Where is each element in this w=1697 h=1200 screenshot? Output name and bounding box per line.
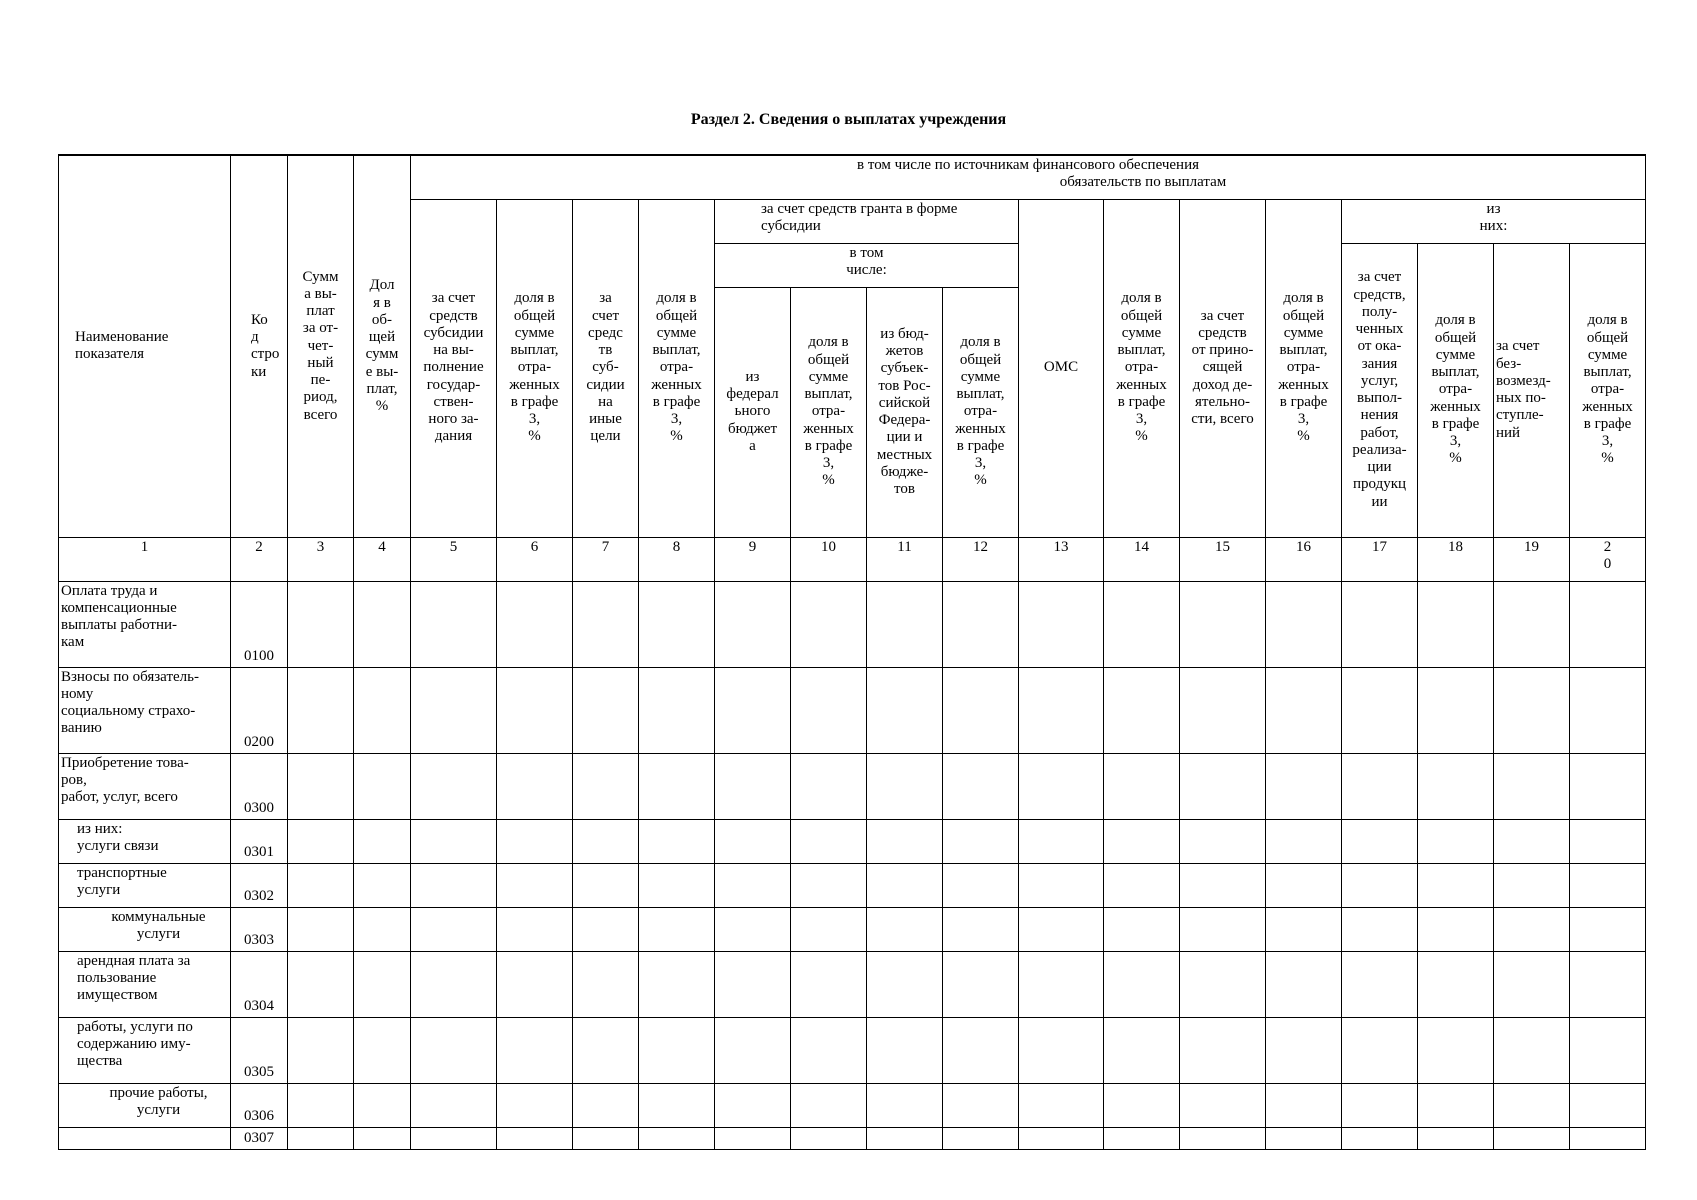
value-cell[interactable] bbox=[1494, 581, 1570, 667]
value-cell[interactable] bbox=[573, 951, 639, 1017]
value-cell[interactable] bbox=[639, 581, 715, 667]
row-code: 0307 bbox=[231, 1127, 288, 1149]
header-c10: доля в общей сумме выплат, отра- женных в графе 3, % bbox=[791, 287, 867, 537]
value-cell[interactable] bbox=[1180, 1127, 1266, 1149]
column-number: 2 0 bbox=[1570, 537, 1646, 581]
value-cell[interactable] bbox=[867, 667, 943, 753]
value-cell[interactable] bbox=[573, 1017, 639, 1083]
row-code: 0303 bbox=[231, 907, 288, 951]
value-cell[interactable] bbox=[1266, 907, 1342, 951]
value-cell[interactable] bbox=[354, 907, 411, 951]
header-row-code: Ко д стро ки bbox=[231, 155, 288, 537]
value-cell[interactable] bbox=[715, 753, 791, 819]
value-cell[interactable] bbox=[1494, 819, 1570, 863]
value-cell[interactable] bbox=[1019, 667, 1104, 753]
value-cell[interactable] bbox=[1180, 1083, 1266, 1127]
funding-sources-line1: в том числе по источникам финансового обеспечения bbox=[857, 157, 1200, 173]
table-row bbox=[59, 1017, 1646, 1083]
table-row bbox=[59, 1127, 1646, 1149]
grant-line2: субсидии bbox=[761, 217, 821, 234]
value-cell[interactable] bbox=[1494, 753, 1570, 819]
value-cell[interactable] bbox=[1418, 951, 1494, 1017]
header-including bbox=[715, 243, 1019, 287]
value-cell[interactable] bbox=[715, 1017, 791, 1083]
value-cell[interactable] bbox=[1494, 951, 1570, 1017]
value-cell[interactable] bbox=[354, 1083, 411, 1127]
value-cell[interactable] bbox=[1342, 1127, 1418, 1149]
column-number: 14 bbox=[1104, 537, 1180, 581]
value-cell[interactable] bbox=[1342, 1017, 1418, 1083]
column-number: 15 bbox=[1180, 537, 1266, 581]
header-c19: за счет без- возмезд- ных по- ступле- ний bbox=[1494, 243, 1570, 537]
row-indicator-name: из них: услуги связи bbox=[59, 819, 231, 863]
value-cell[interactable] bbox=[1104, 1127, 1180, 1149]
table-row bbox=[59, 863, 1646, 907]
data-rows bbox=[59, 581, 1646, 1149]
value-cell[interactable] bbox=[497, 1017, 573, 1083]
value-cell[interactable] bbox=[1104, 863, 1180, 907]
column-number: 17 bbox=[1342, 537, 1418, 581]
value-cell[interactable] bbox=[867, 819, 943, 863]
value-cell[interactable] bbox=[1570, 863, 1646, 907]
value-cell[interactable] bbox=[288, 1017, 354, 1083]
value-cell[interactable] bbox=[1266, 1127, 1342, 1149]
value-cell[interactable] bbox=[573, 1127, 639, 1149]
row-code: 0306 bbox=[231, 1083, 288, 1127]
value-cell[interactable] bbox=[791, 863, 867, 907]
value-cell[interactable] bbox=[943, 1083, 1019, 1127]
value-cell[interactable] bbox=[1019, 951, 1104, 1017]
value-cell[interactable] bbox=[1104, 907, 1180, 951]
header-c14: доля в общей сумме выплат, отра- женных в графе 3, % bbox=[1104, 199, 1180, 537]
value-cell[interactable] bbox=[791, 753, 867, 819]
value-cell[interactable] bbox=[943, 581, 1019, 667]
column-number: 6 bbox=[497, 537, 573, 581]
table-row bbox=[59, 667, 1646, 753]
column-number: 4 bbox=[354, 537, 411, 581]
value-cell[interactable] bbox=[715, 907, 791, 951]
header-c11: из бюд- жетов субъек- тов Рос- сийской Федера- ции и местных бюдже- тов bbox=[867, 287, 943, 537]
value-cell[interactable] bbox=[943, 819, 1019, 863]
value-cell[interactable] bbox=[354, 951, 411, 1017]
value-cell[interactable] bbox=[411, 907, 497, 951]
column-number: 11 bbox=[867, 537, 943, 581]
value-cell[interactable] bbox=[288, 863, 354, 907]
row-indicator-name: Приобретение това- ров, работ, услуг, всего bbox=[59, 753, 231, 819]
value-cell[interactable] bbox=[1418, 907, 1494, 951]
value-cell[interactable] bbox=[867, 581, 943, 667]
value-cell[interactable] bbox=[497, 907, 573, 951]
value-cell[interactable] bbox=[715, 581, 791, 667]
value-cell[interactable] bbox=[715, 1127, 791, 1149]
value-cell[interactable] bbox=[288, 1127, 354, 1149]
value-cell[interactable] bbox=[867, 1017, 943, 1083]
value-cell[interactable] bbox=[1418, 581, 1494, 667]
value-cell[interactable] bbox=[1266, 819, 1342, 863]
value-cell[interactable] bbox=[791, 1127, 867, 1149]
including-line1: в том bbox=[849, 244, 884, 261]
value-cell[interactable] bbox=[411, 581, 497, 667]
table-row bbox=[59, 581, 1646, 667]
value-cell[interactable] bbox=[791, 819, 867, 863]
header-c7: за счет средс тв суб- сидии на иные цели bbox=[573, 199, 639, 537]
value-cell[interactable] bbox=[867, 753, 943, 819]
value-cell[interactable] bbox=[573, 819, 639, 863]
column-numbers-row bbox=[59, 537, 1646, 581]
funding-sources-line2: обязательств по выплатам bbox=[1059, 174, 1227, 191]
value-cell[interactable] bbox=[1104, 753, 1180, 819]
header-c13: ОМС bbox=[1019, 199, 1104, 537]
value-cell[interactable] bbox=[1342, 667, 1418, 753]
value-cell[interactable] bbox=[639, 863, 715, 907]
value-cell[interactable] bbox=[1266, 667, 1342, 753]
value-cell[interactable] bbox=[1104, 819, 1180, 863]
value-cell[interactable] bbox=[497, 753, 573, 819]
value-cell[interactable] bbox=[354, 863, 411, 907]
value-cell[interactable] bbox=[1019, 863, 1104, 907]
value-cell[interactable] bbox=[867, 1083, 943, 1127]
table-row bbox=[59, 819, 1646, 863]
row-code: 0302 bbox=[231, 863, 288, 907]
value-cell[interactable] bbox=[411, 951, 497, 1017]
column-number: 2 bbox=[231, 537, 288, 581]
value-cell[interactable] bbox=[1342, 753, 1418, 819]
value-cell[interactable] bbox=[1019, 907, 1104, 951]
row-indicator-name bbox=[59, 1127, 231, 1149]
column-number: 13 bbox=[1019, 537, 1104, 581]
value-cell[interactable] bbox=[1019, 1017, 1104, 1083]
value-cell[interactable] bbox=[867, 951, 943, 1017]
value-cell[interactable] bbox=[354, 1017, 411, 1083]
value-cell[interactable] bbox=[1104, 951, 1180, 1017]
column-number: 16 bbox=[1266, 537, 1342, 581]
header-funding-sources bbox=[411, 155, 1646, 199]
value-cell[interactable] bbox=[354, 753, 411, 819]
value-cell[interactable] bbox=[497, 1127, 573, 1149]
column-number: 12 bbox=[943, 537, 1019, 581]
value-cell[interactable] bbox=[497, 667, 573, 753]
value-cell[interactable] bbox=[354, 581, 411, 667]
header-c6: доля в общей сумме выплат, отра- женных в графе 3, % bbox=[497, 199, 573, 537]
value-cell[interactable] bbox=[715, 667, 791, 753]
value-cell[interactable] bbox=[1418, 667, 1494, 753]
column-number: 18 bbox=[1418, 537, 1494, 581]
row-code: 0305 bbox=[231, 1017, 288, 1083]
row-code: 0301 bbox=[231, 819, 288, 863]
value-cell[interactable] bbox=[943, 951, 1019, 1017]
value-cell[interactable] bbox=[1019, 753, 1104, 819]
value-cell[interactable] bbox=[791, 581, 867, 667]
value-cell[interactable] bbox=[1104, 667, 1180, 753]
table-row bbox=[59, 753, 1646, 819]
value-cell[interactable] bbox=[1342, 863, 1418, 907]
value-cell[interactable] bbox=[639, 1017, 715, 1083]
value-cell[interactable] bbox=[791, 1017, 867, 1083]
value-cell[interactable] bbox=[411, 1083, 497, 1127]
value-cell[interactable] bbox=[1180, 863, 1266, 907]
value-cell[interactable] bbox=[1019, 819, 1104, 863]
value-cell[interactable] bbox=[715, 819, 791, 863]
value-cell[interactable] bbox=[573, 581, 639, 667]
value-cell[interactable] bbox=[354, 667, 411, 753]
row-code: 0304 bbox=[231, 951, 288, 1017]
value-cell[interactable] bbox=[1180, 581, 1266, 667]
value-cell[interactable] bbox=[1180, 907, 1266, 951]
value-cell[interactable] bbox=[1266, 753, 1342, 819]
value-cell[interactable] bbox=[943, 667, 1019, 753]
value-cell[interactable] bbox=[639, 667, 715, 753]
column-number: 8 bbox=[639, 537, 715, 581]
column-number: 3 bbox=[288, 537, 354, 581]
header-c9: из федерал ьного бюджет а bbox=[715, 287, 791, 537]
value-cell[interactable] bbox=[1342, 907, 1418, 951]
value-cell[interactable] bbox=[715, 1083, 791, 1127]
value-cell[interactable] bbox=[1019, 581, 1104, 667]
value-cell[interactable] bbox=[1494, 863, 1570, 907]
of-them-line1: из bbox=[1486, 200, 1501, 217]
value-cell[interactable] bbox=[1104, 1017, 1180, 1083]
header-c16: доля в общей сумме выплат, отра- женных в графе 3, % bbox=[1266, 199, 1342, 537]
value-cell[interactable] bbox=[1494, 907, 1570, 951]
value-cell[interactable] bbox=[1494, 667, 1570, 753]
column-number: 9 bbox=[715, 537, 791, 581]
value-cell[interactable] bbox=[497, 1083, 573, 1127]
value-cell[interactable] bbox=[411, 753, 497, 819]
row-indicator-name: прочие работы, услуги bbox=[59, 1083, 231, 1127]
value-cell[interactable] bbox=[639, 819, 715, 863]
grant-line1: за счет средств гранта в форме bbox=[761, 200, 958, 217]
header-share: Дол я в об- щей сумм е вы- плат, % bbox=[354, 155, 411, 537]
value-cell[interactable] bbox=[1570, 907, 1646, 951]
header-c20: доля в общей сумме выплат, отра- женных в графе 3, % bbox=[1570, 243, 1646, 537]
value-cell[interactable] bbox=[1342, 581, 1418, 667]
header-indicator-name: Наименование показателя bbox=[59, 155, 231, 537]
value-cell[interactable] bbox=[288, 753, 354, 819]
table-row bbox=[59, 951, 1646, 1017]
value-cell[interactable] bbox=[1570, 951, 1646, 1017]
value-cell[interactable] bbox=[1570, 667, 1646, 753]
value-cell[interactable] bbox=[1418, 1083, 1494, 1127]
value-cell[interactable] bbox=[1342, 1083, 1418, 1127]
value-cell[interactable] bbox=[573, 667, 639, 753]
header-of-them bbox=[1342, 199, 1646, 243]
value-cell[interactable] bbox=[1266, 951, 1342, 1017]
section-title: Раздел 2. Сведения о выплатах учреждения bbox=[690, 111, 1007, 128]
value-cell[interactable] bbox=[497, 951, 573, 1017]
value-cell[interactable] bbox=[288, 1083, 354, 1127]
value-cell[interactable] bbox=[1418, 863, 1494, 907]
value-cell[interactable] bbox=[1570, 1127, 1646, 1149]
header-c8: доля в общей сумме выплат, отра- женных в графе 3, % bbox=[639, 199, 715, 537]
value-cell[interactable] bbox=[1180, 819, 1266, 863]
value-cell[interactable] bbox=[1104, 581, 1180, 667]
value-cell[interactable] bbox=[1266, 863, 1342, 907]
row-indicator-name: работы, услуги по содержанию иму- щества bbox=[59, 1017, 231, 1083]
value-cell[interactable] bbox=[1104, 1083, 1180, 1127]
value-cell[interactable] bbox=[1418, 819, 1494, 863]
value-cell[interactable] bbox=[1570, 1017, 1646, 1083]
column-number: 1 bbox=[59, 537, 231, 581]
value-cell[interactable] bbox=[791, 907, 867, 951]
value-cell[interactable] bbox=[1266, 581, 1342, 667]
value-cell[interactable] bbox=[497, 863, 573, 907]
value-cell[interactable] bbox=[791, 951, 867, 1017]
value-cell[interactable] bbox=[1494, 1127, 1570, 1149]
value-cell[interactable] bbox=[497, 819, 573, 863]
value-cell[interactable] bbox=[354, 819, 411, 863]
value-cell[interactable] bbox=[1266, 1017, 1342, 1083]
value-cell[interactable] bbox=[1180, 1017, 1266, 1083]
value-cell[interactable] bbox=[867, 863, 943, 907]
value-cell[interactable] bbox=[639, 1127, 715, 1149]
value-cell[interactable] bbox=[639, 907, 715, 951]
value-cell[interactable] bbox=[411, 667, 497, 753]
header-c17: за счет средств, полу- ченных от ока- зания услуг, выпол- нения работ, реализа- ции продукц ии bbox=[1342, 243, 1418, 537]
row-indicator-name: Оплата труда и компенсационные выплаты работни- кам bbox=[59, 581, 231, 667]
value-cell[interactable] bbox=[1570, 819, 1646, 863]
value-cell[interactable] bbox=[943, 907, 1019, 951]
row-indicator-name: арендная плата за пользование имуществом bbox=[59, 951, 231, 1017]
value-cell[interactable] bbox=[497, 581, 573, 667]
column-number: 19 bbox=[1494, 537, 1570, 581]
value-cell[interactable] bbox=[1180, 951, 1266, 1017]
value-cell[interactable] bbox=[1418, 1017, 1494, 1083]
header-c12: доля в общей сумме выплат, отра- женных в графе 3, % bbox=[943, 287, 1019, 537]
value-cell[interactable] bbox=[791, 1083, 867, 1127]
value-cell[interactable] bbox=[639, 1083, 715, 1127]
row-indicator-name: транспортные услуги bbox=[59, 863, 231, 907]
including-line2: числе: bbox=[846, 261, 887, 278]
value-cell[interactable] bbox=[573, 907, 639, 951]
column-number: 5 bbox=[411, 537, 497, 581]
value-cell[interactable] bbox=[867, 1127, 943, 1149]
row-code: 0100 bbox=[231, 581, 288, 667]
value-cell[interactable] bbox=[1180, 753, 1266, 819]
table-row bbox=[59, 907, 1646, 951]
value-cell[interactable] bbox=[1418, 1127, 1494, 1149]
value-cell[interactable] bbox=[943, 1127, 1019, 1149]
value-cell[interactable] bbox=[1019, 1127, 1104, 1149]
column-number: 7 bbox=[573, 537, 639, 581]
value-cell[interactable] bbox=[1180, 667, 1266, 753]
value-cell[interactable] bbox=[1342, 951, 1418, 1017]
of-them-line2: них: bbox=[1479, 217, 1508, 234]
value-cell[interactable] bbox=[288, 581, 354, 667]
value-cell[interactable] bbox=[573, 1083, 639, 1127]
header-grant bbox=[715, 199, 1019, 243]
value-cell[interactable] bbox=[411, 819, 497, 863]
column-number: 10 bbox=[791, 537, 867, 581]
value-cell[interactable] bbox=[573, 863, 639, 907]
value-cell[interactable] bbox=[639, 951, 715, 1017]
header-c15: за счет средств от прино- сящей доход де- ятельно- сти, всего bbox=[1180, 199, 1266, 537]
value-cell[interactable] bbox=[1494, 1017, 1570, 1083]
value-cell[interactable] bbox=[411, 1127, 497, 1149]
value-cell[interactable] bbox=[639, 753, 715, 819]
value-cell[interactable] bbox=[288, 951, 354, 1017]
value-cell[interactable] bbox=[288, 667, 354, 753]
value-cell[interactable] bbox=[288, 907, 354, 951]
value-cell[interactable] bbox=[943, 863, 1019, 907]
header-c18: доля в общей сумме выплат, отра- женных в графе 3, % bbox=[1418, 243, 1494, 537]
value-cell[interactable] bbox=[1570, 1083, 1646, 1127]
value-cell[interactable] bbox=[354, 1127, 411, 1149]
value-cell[interactable] bbox=[288, 819, 354, 863]
value-cell[interactable] bbox=[943, 1017, 1019, 1083]
value-cell[interactable] bbox=[411, 1017, 497, 1083]
value-cell[interactable] bbox=[791, 667, 867, 753]
value-cell[interactable] bbox=[1570, 753, 1646, 819]
value-cell[interactable] bbox=[573, 753, 639, 819]
value-cell[interactable] bbox=[943, 753, 1019, 819]
value-cell[interactable] bbox=[1342, 819, 1418, 863]
row-code: 0300 bbox=[231, 753, 288, 819]
row-indicator-name: коммунальные услуги bbox=[59, 907, 231, 951]
header-total-sum: Сумм а вы- плат за от- чет- ный пе- риод, всего bbox=[288, 155, 354, 537]
row-code: 0200 bbox=[231, 667, 288, 753]
value-cell[interactable] bbox=[867, 907, 943, 951]
value-cell[interactable] bbox=[1494, 1083, 1570, 1127]
row-indicator-name: Взносы по обязатель- ному социальному страхо- ванию bbox=[59, 667, 231, 753]
value-cell[interactable] bbox=[1570, 581, 1646, 667]
table-row bbox=[59, 1083, 1646, 1127]
value-cell[interactable] bbox=[1266, 1083, 1342, 1127]
header-c5: за счет средств субсидии на вы- полнение государ- ствен- ного за- дания bbox=[411, 199, 497, 537]
value-cell[interactable] bbox=[411, 863, 497, 907]
value-cell[interactable] bbox=[715, 863, 791, 907]
value-cell[interactable] bbox=[1418, 753, 1494, 819]
payments-table bbox=[58, 154, 1646, 1150]
value-cell[interactable] bbox=[715, 951, 791, 1017]
value-cell[interactable] bbox=[1019, 1083, 1104, 1127]
